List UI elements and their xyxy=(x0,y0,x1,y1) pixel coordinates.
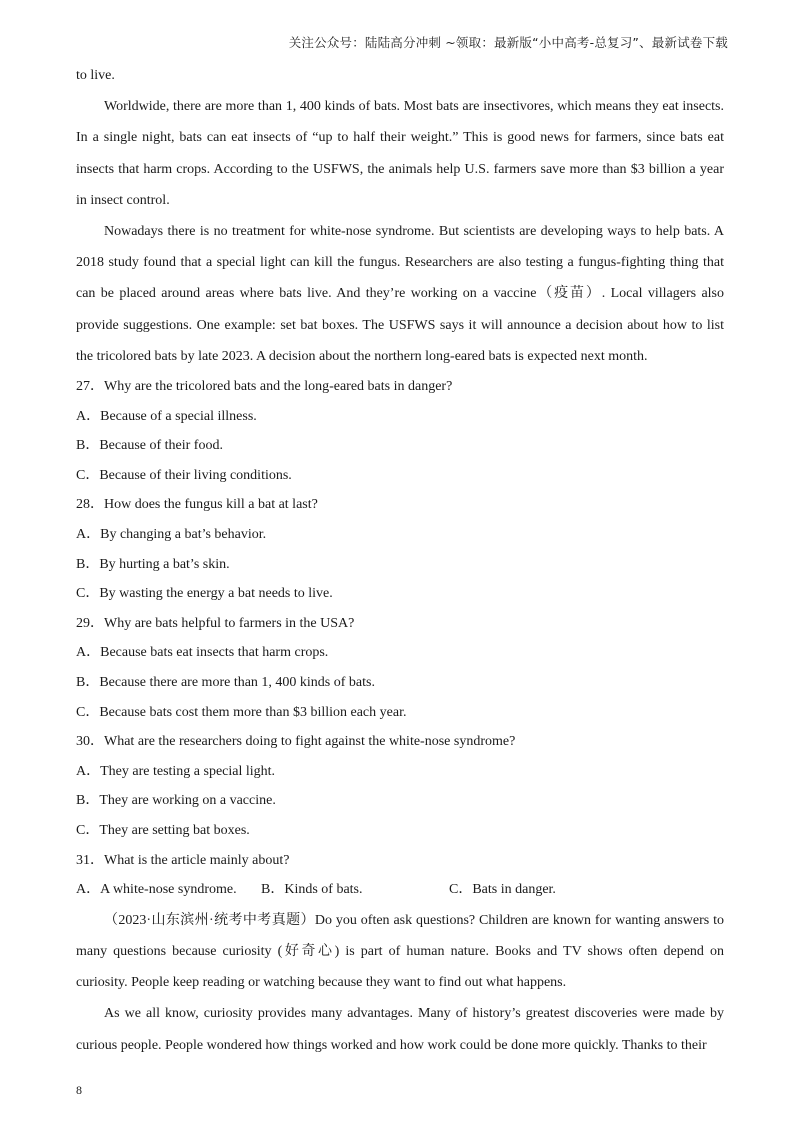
question-stem: 28．How does the fungus kill a bat at last? xyxy=(76,497,318,513)
option-a: A．A white-nose syndrome. xyxy=(76,882,237,898)
question-stem: 29．Why are bats helpful to farmers in the USA? xyxy=(76,615,355,631)
option-c: C．By wasting the energy a bat needs to live. xyxy=(76,586,333,602)
options-row xyxy=(76,875,724,905)
passage2-paragraph-2: As we all know, curiosity provides many advantages. Many of history’s greatest discoveries were made by curious people. People wondered how things worked and how work could be done more quickly. Thanks to their xyxy=(76,1006,724,1053)
question-27 xyxy=(76,372,724,490)
option-b: B．Because of their food. xyxy=(76,438,223,454)
page-number: 8 xyxy=(76,1083,82,1097)
option-a: A．Because bats eat insects that harm crops. xyxy=(76,645,329,661)
option-c: C．They are setting bat boxes. xyxy=(76,822,250,838)
passage1-paragraph-2: Nowadays there is no treatment for white-nose syndrome. But scientists are developing ways to help bats. A 2018 study found that a special light can kill the fungus. Researchers are also testing a fungus-fighting thing that can be placed around areas where bats live. And they’re working on a vaccine（疫苗）. Local villagers also provide suggestions. One example: set bat boxes. The USFWS says it will announce a decision about how to list the tricolored bats by late 2023. A decision about the northern long-eared bats is expected next month. xyxy=(76,224,724,364)
option-a: A．Because of a special illness. xyxy=(76,408,257,424)
option-a: A．By changing a bat’s behavior. xyxy=(76,527,267,542)
question-28 xyxy=(76,490,724,608)
question-stem: 31．What is the article mainly about? xyxy=(76,852,290,868)
option-b: B．By hurting a bat’s skin. xyxy=(76,556,230,572)
option-b: B．They are working on a vaccine. xyxy=(76,793,276,809)
passage2-paragraph-1: （2023·山东滨州·统考中考真题）Do you often ask questions? Children are known for wanting answers to many questions because curiosity (好奇心) is part of human nature. Books and TV shows often depend on curiosity. People keep reading or watching because they want to find out what happens. xyxy=(76,912,724,991)
passage1-paragraph-1: Worldwide, there are more than 1, 400 kinds of bats. Most bats are insectivores, which means they eat insects. In a single night, bats can eat insects of “up to half their weight.” This is good news for farmers, since bats eat insects that harm crops. According to the USFWS, the animals help U.S. farmers save more than $3 billion a year in insect control. xyxy=(76,99,724,208)
question-29 xyxy=(76,609,724,727)
option-c: C．Because bats cost them more than $3 billion each year. xyxy=(76,704,407,720)
question-stem: 30．What are the researchers doing to fight against the white-nose syndrome? xyxy=(76,734,516,750)
passage1-fragment: to live. xyxy=(76,68,115,83)
page-header: 关注公众号：陆陆高分冲刺 ~领取：最新版“小中高考-总复习”、最新试卷下载 xyxy=(288,35,728,50)
option-c: C．Bats in danger. xyxy=(449,882,556,898)
question-stem: 27．Why are the tricolored bats and the long-eared bats in danger? xyxy=(76,379,453,395)
option-a: A．They are testing a special light. xyxy=(76,763,276,779)
option-b: B．Kinds of bats. xyxy=(261,882,363,898)
document-body xyxy=(76,60,724,1061)
question-31 xyxy=(76,846,724,905)
option-b: B．Because there are more than 1, 400 kinds of bats. xyxy=(76,674,375,690)
option-c: C．Because of their living conditions. xyxy=(76,467,292,483)
question-30 xyxy=(76,727,724,845)
